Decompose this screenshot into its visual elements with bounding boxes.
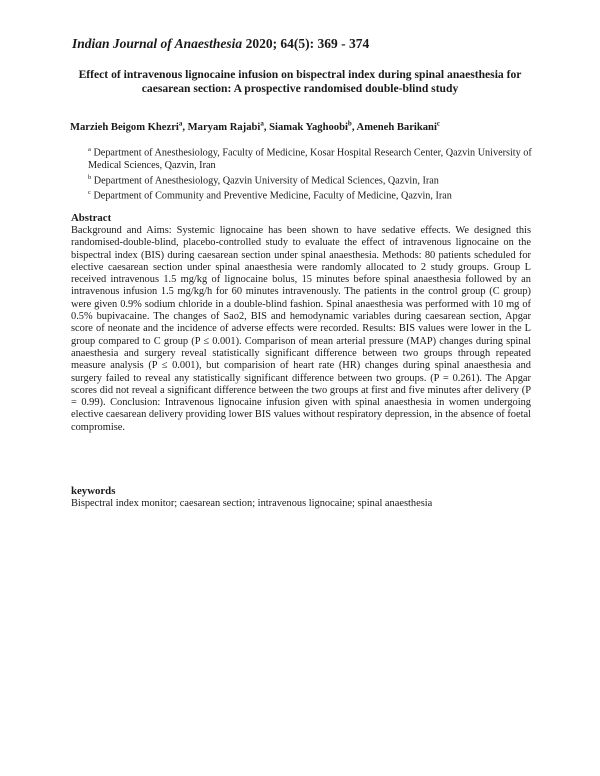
journal-header — [72, 36, 369, 52]
author: Siamak Yaghoobi$^b$, — [269, 119, 357, 133]
journal-name: Indian Journal of Anaesthesia — [72, 36, 243, 51]
keywords-text: Bispectral index monitor; caesarean section; intravenous lignocaine; spinal anaesthesia — [71, 498, 433, 509]
author: Ameneh Barikani$^c$ — [356, 119, 440, 133]
abstract-heading: Abstract — [71, 212, 112, 224]
affiliation: $^a$ Department of Anesthesiology, Faculty of Medicine, Kosar Hospital Research Center, Qazvin University of Medical Sciences, Qazvin, Iran — [88, 146, 532, 171]
journal-citation: 2020; 64(5): 369 - 374 — [245, 36, 370, 51]
affiliation: $^b$ Department of Anesthesiology, Qazvin University of Medical Sciences, Qazvin, Iran — [88, 173, 439, 187]
keywords-heading: keywords — [71, 485, 116, 497]
author: Maryam Rajabi$^a$, — [187, 119, 270, 133]
author: Marzieh Beigom Khezri$^a$, — [70, 119, 188, 133]
affiliation-list — [88, 144, 548, 203]
author-list — [70, 119, 550, 133]
abstract-text: Background and Aims: Systemic lignocaine has been shown to have sedative effects. We designed this randomised-double-blind, placebo-controlled study to evaluate the effect of intravenous lignocaine on the bispectral index (BIS) during caesarean section under spinal anaesthesia. Methods: 80 patients scheduled for elective caesarean section under spinal anaesthesia were randomly allocated to 2 study groups. Group L received intravenous 1.5 mg/kg of lignocaine bolus, 15 minutes before spinal anaesthesia followed by an intravenous infusion 1.5 mg/kg/h for 60 minutes intravenously. The patients in the control group (C group) were given 0.9% sodium chloride in a double-blind fashion. Spinal anaesthesia was performed with 10 mg of 0.5% bupivacaine. The changes of Sao2, BIS and hemodynamic variables during caesarean section, Apgar score of neonate and the incidence of adverse effects were recorded. Results: BIS values were lower in the L group compared to C group (P ≤ 0.001). Comparison of mean arterial pressure (MAP) changes during spinal anaesthesia and surgery reveal statistically significant difference between two groups through repeated measure analysis (P ≤ 0.001), but comparision of heart rate (HR) changes during spinal anaesthesia and surgery failed to reveal any statistically significant difference between two groups. (P = 0.261). The Apgar scores did not reveal a significant difference between the two groups at first and five minutes after delivery (P = 0.99). Conclusion: Intravenous lignocaine infusion given with spinal anaesthesia in women undergoing elective caesarean delivery providing lower BIS values without respiratory depression, in the absence of foetal compromise. — [71, 225, 531, 433]
affiliation: $^c$ Department of Community and Preventive Medicine, Faculty of Medicine, Qazvin, Iran — [88, 189, 452, 202]
article-title: Effect of intravenous lignocaine infusion on bispectral index during spinal anaesthesia for caesarean section: A prospective randomised double-blind study — [78, 68, 522, 95]
